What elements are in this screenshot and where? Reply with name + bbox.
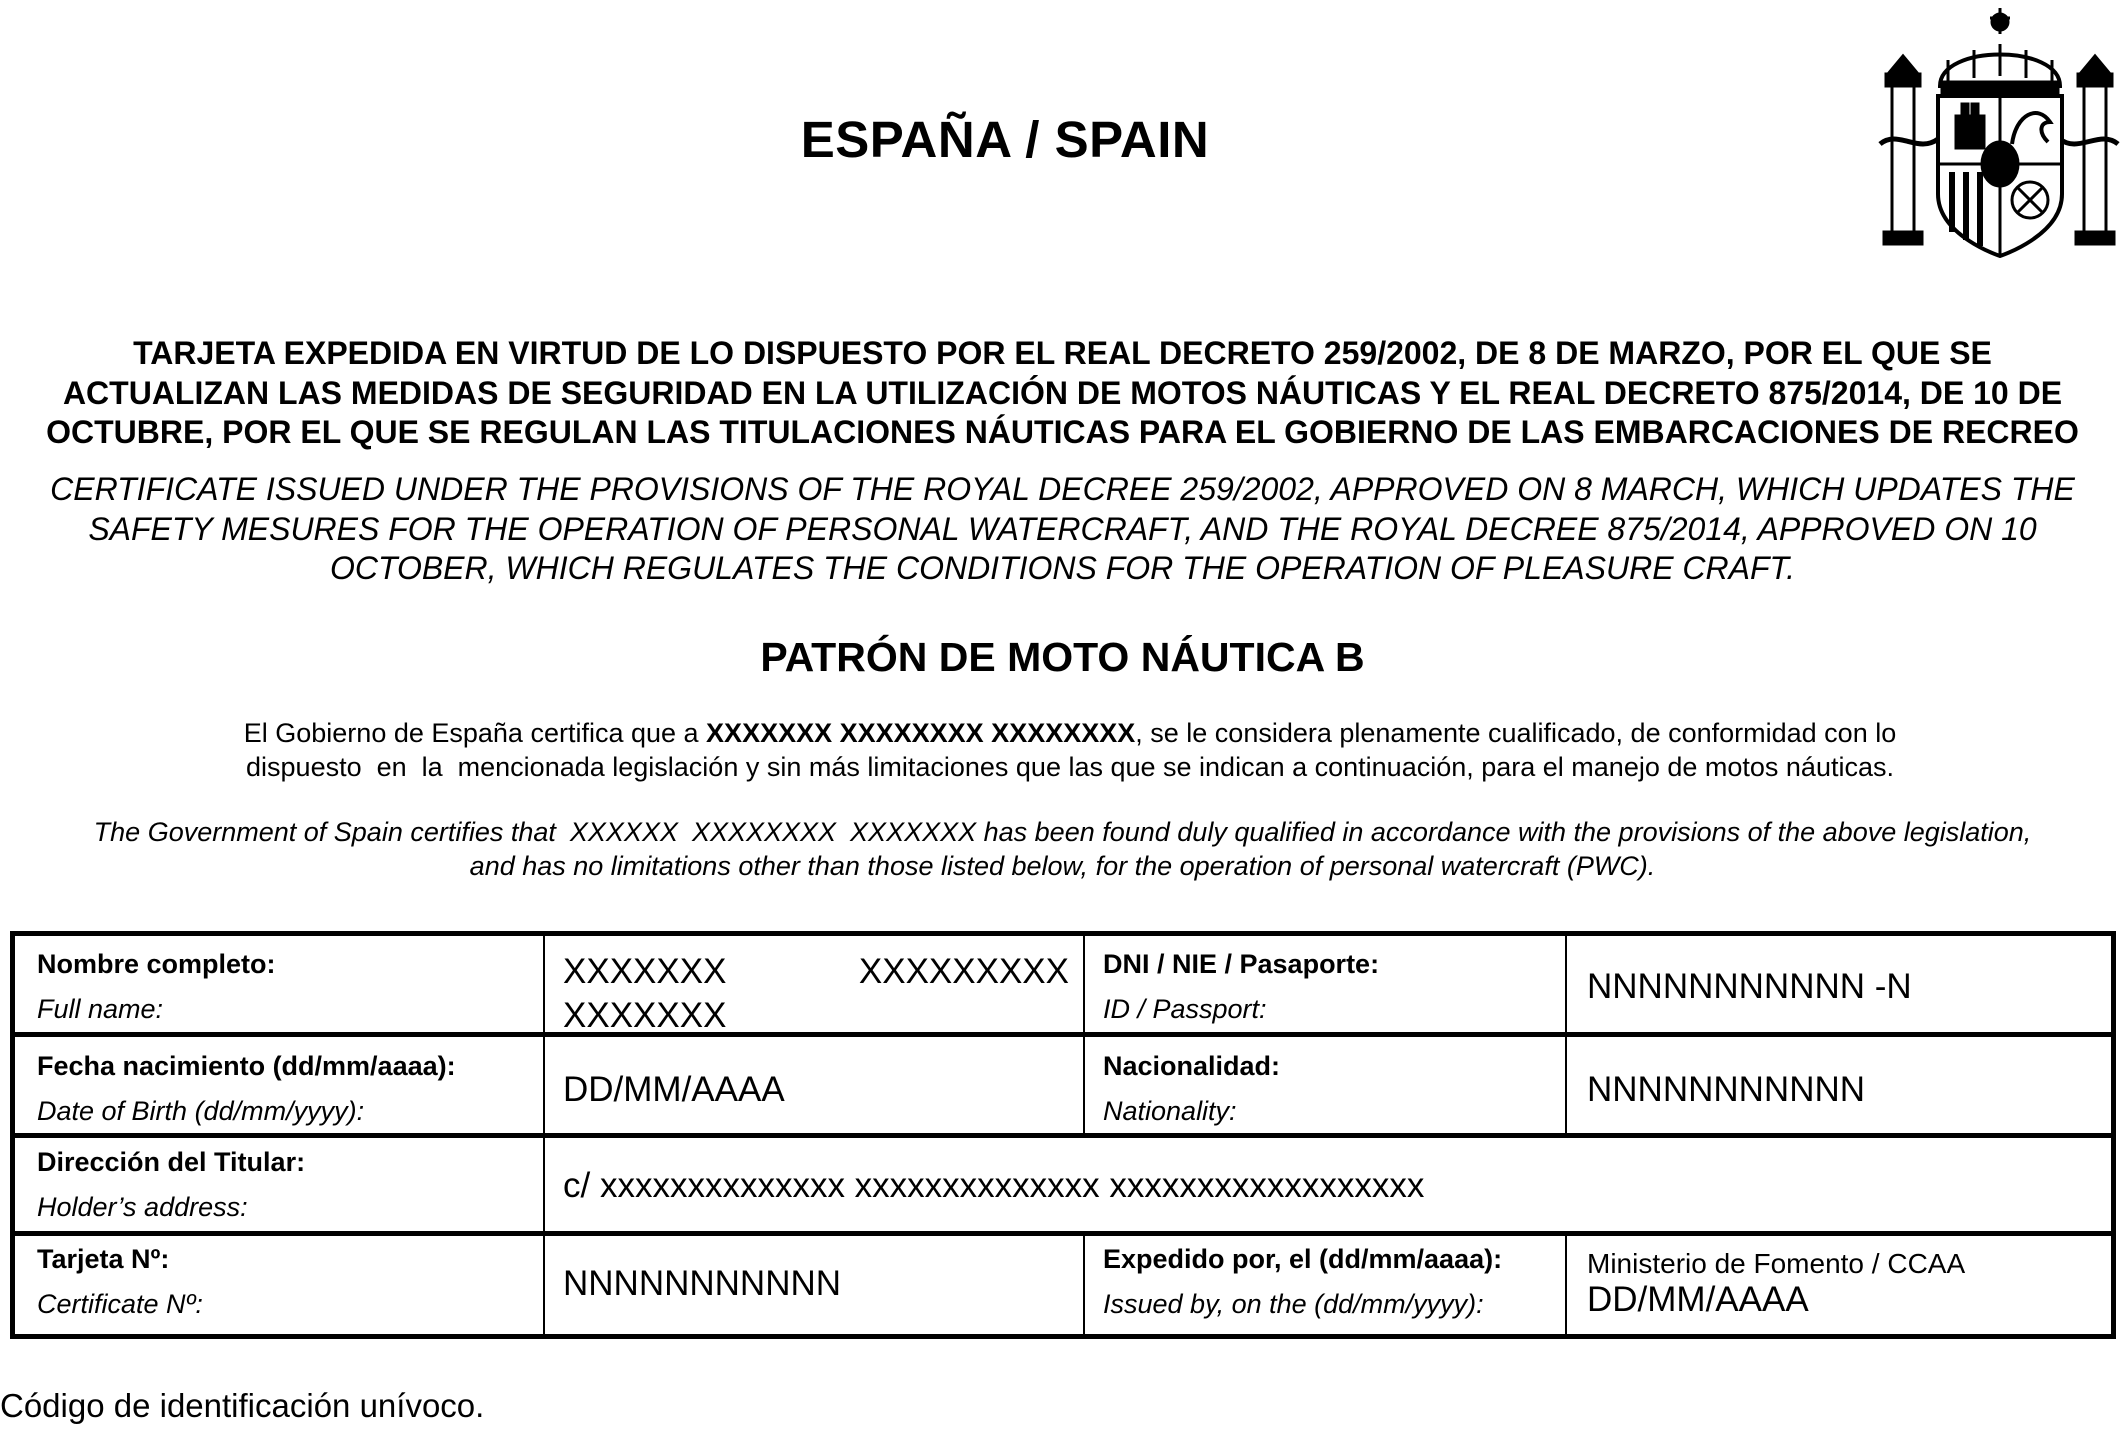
holder-name: XXXXXXX XXXXXXXX XXXXXXXX: [706, 718, 1136, 748]
certification-text-spanish: [140, 716, 2000, 784]
grid-line: [1083, 936, 1085, 1034]
holder-data-table: [10, 931, 2116, 1339]
address-value: c/ xxxxxxxxxxxxxx xxxxxxxxxxxxxx xxxxxxxxxxxxxxxxxx: [563, 1166, 1425, 1205]
issued-label: Expedido por, el (dd/mm/aaaa): Issued by, on the (dd/mm/yyyy):: [1103, 1244, 1503, 1319]
cert-es-prefix: El Gobierno de España certifica que a: [243, 718, 707, 748]
decree-en-line: SAFETY MESURES FOR THE OPERATION OF PERSONAL WATERCRAFT, AND THE ROYAL DECREE 875/2014, APPROVED ON 10: [88, 510, 2037, 547]
grid-line: [1565, 1235, 1567, 1334]
cert-en-line1: [0, 815, 2125, 849]
issuing-authority: Ministerio de Fomento / CCAA: [1587, 1248, 1966, 1279]
id-label: DNI / NIE / Pasaporte: ID / Passport:: [1103, 949, 1380, 1024]
nationality-value: NNNNNNNNNNN: [1587, 1070, 1866, 1109]
grid-line: [1083, 1235, 1085, 1334]
issue-date: DD/MM/AAAA: [1587, 1280, 1809, 1319]
decree-es-line: TARJETA EXPEDIDA EN VIRTUD DE LO DISPUESTO POR EL REAL DECRETO 259/2002, DE 8 DE MARZO, POR EL QUE SE: [133, 335, 1992, 371]
certificate-number-label: Tarjeta Nº: Certificate Nº:: [37, 1244, 203, 1319]
birth-date-label: Fecha nacimiento (dd/mm/aaaa): Date of Birth (dd/mm/yyyy):: [37, 1051, 456, 1126]
grid-line: [1565, 1037, 1567, 1135]
nationality-label: Nacionalidad: Nationality:: [1103, 1051, 1281, 1126]
decree-en-line: CERTIFICATE ISSUED UNDER THE PROVISIONS OF THE ROYAL DECREE 259/2002, APPROVED ON 8 MARCH, WHICH UPDATES THE: [50, 471, 2075, 507]
full-name-label: Nombre completo: Full name:: [37, 949, 276, 1024]
grid-line: [15, 1133, 2111, 1138]
decree-en-line: OCTOBER, WHICH REGULATES THE CONDITIONS FOR THE OPERATION OF PLEASURE CRAFT.: [329, 550, 1796, 586]
grid-line: [1083, 1037, 1085, 1135]
spain-coat-of-arms-icon: [1878, 4, 2122, 258]
document-title: ESPAÑA / SPAIN: [800, 111, 1210, 168]
address-label: Dirección del Titular: Holder’s address:: [37, 1147, 306, 1222]
grid-line: [15, 1231, 2111, 1236]
full-name-value: XXXXXXX XXXXXXXXX XXXXXXX: [563, 952, 1069, 1035]
cert-en-prefix: The Government of Spain certifies that: [93, 817, 556, 847]
birth-date-value: DD/MM/AAAA: [563, 1070, 785, 1109]
footer-note: Código de identificación unívoco.: [0, 1387, 485, 1424]
issued-value: [1587, 1248, 2107, 1320]
holder-name-part: XXXXXXXX: [691, 817, 837, 847]
cert-en-suffix: has been found duly qualified in accordance with the provisions of the above legislation,: [983, 817, 2032, 847]
holder-name-part: XXXXXX: [569, 817, 678, 847]
decree-text-english: [0, 470, 2125, 589]
decree-es-line: ACTUALIZAN LAS MEDIDAS DE SEGURIDAD EN LA UTILIZACIÓN DE MOTOS NÁUTICAS Y EL REAL DECRETO 875/2014, DE 10 DE: [62, 374, 2063, 411]
cert-es-line1: [140, 716, 2000, 750]
decree-text-spanish: [0, 334, 2125, 453]
decree-es-line: OCTUBRE, POR EL QUE SE REGULAN LAS TITULACIONES NÁUTICAS PARA EL GOBIERNO DE LAS EMBARCACIONES DE RECREO: [46, 414, 2079, 450]
grid-line: [1565, 936, 1567, 1034]
id-value: NNNNNNNNNNN -N: [1587, 967, 1912, 1006]
license-type-title: PATRÓN DE MOTO NÁUTICA B: [760, 634, 1365, 680]
certificate-number-value: NNNNNNNNNNN: [563, 1264, 842, 1303]
cert-es-suffix: , se le considera plenamente cualificado, de conformidad con lo: [1135, 718, 1897, 748]
cert-es-line2: dispuesto en la mencionada legislación y sin más limitaciones que las que se indican a continuación, para el manejo de motos náuticas.: [246, 752, 1894, 782]
certification-text-english: [0, 815, 2125, 883]
cert-en-line2: and has no limitations other than those listed below, for the operation of personal watercraft (PWC).: [469, 851, 1656, 881]
holder-name-part: XXXXXXX: [850, 817, 977, 847]
